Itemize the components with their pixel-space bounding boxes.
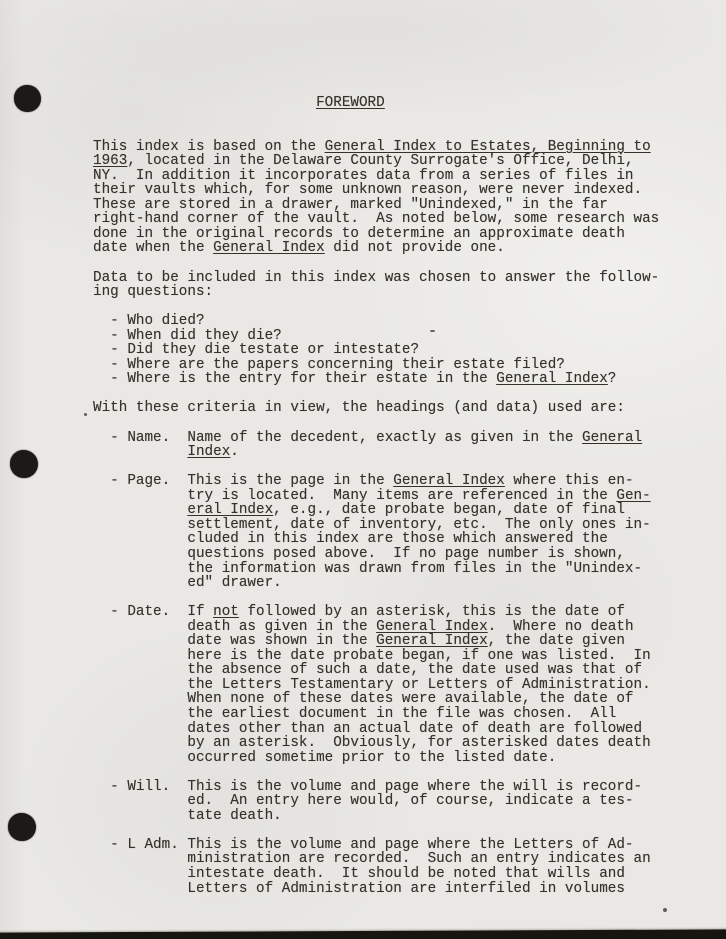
text-segment: by an asterisk. Obviously, for asterisked dates death xyxy=(93,735,651,752)
text-line xyxy=(93,416,659,431)
text-line xyxy=(93,183,659,198)
text-segment: the information was drawn from files in the "Unindex- xyxy=(93,560,643,577)
text-line xyxy=(93,707,659,722)
text-line xyxy=(93,823,659,838)
text-segment: , the date given xyxy=(487,633,625,650)
page-text xyxy=(93,96,659,896)
text-segment: , located in the Delaware County Surrogate's Office, Delhi, xyxy=(127,153,634,170)
underlined-text: eral Index xyxy=(187,502,274,519)
text-segment: - Will. This is the volume and page where the will is record- xyxy=(93,778,643,795)
text-line xyxy=(93,532,659,547)
underlined-text: Index xyxy=(187,444,231,461)
text-line xyxy=(93,111,659,126)
text-line xyxy=(93,140,659,155)
text-line xyxy=(93,372,659,387)
text-segment: ed" drawer. xyxy=(93,575,282,592)
text-segment: questions posed above. If no page number is shown, xyxy=(93,545,625,562)
underlined-text: General Index xyxy=(376,618,488,635)
text-line xyxy=(93,605,659,620)
text-segment: here is the date probate began, if one was listed. In xyxy=(93,647,651,664)
text-line xyxy=(93,576,659,591)
text-line xyxy=(93,591,659,606)
text-segment: dates other than an actual date of death are followed xyxy=(93,720,643,737)
scan-edge-band xyxy=(0,929,726,939)
underlined-text: General xyxy=(582,429,643,446)
text-line xyxy=(93,547,659,562)
text-segment: ministration are recorded. Such an entry indicates an xyxy=(93,851,651,868)
text-segment: Data to be included in this index was chosen to answer the follow- xyxy=(93,269,660,286)
text-segment: This index is based on the xyxy=(93,138,325,155)
text-segment: right-hand corner of the vault. As noted below, some research was xyxy=(93,211,660,228)
text-segment: - Date. If xyxy=(93,604,214,621)
text-segment: - Where is the entry for their estate in the xyxy=(93,371,497,388)
text-segment: . Where no death xyxy=(487,618,634,635)
text-segment: done in the original records to determine an approximate death xyxy=(93,225,625,242)
text-line xyxy=(93,314,659,329)
text-segment: where this en- xyxy=(504,473,634,490)
text-line xyxy=(93,867,659,882)
text-segment xyxy=(93,95,316,111)
text-segment xyxy=(93,444,187,460)
text-segment: did not provide one. xyxy=(324,240,505,257)
text-segment: - Did they die testate or intestate? xyxy=(93,342,420,359)
text-line xyxy=(93,809,659,824)
text-segment: ing questions: xyxy=(93,284,214,301)
text-segment: death as given in the xyxy=(93,618,377,635)
text-segment: settlement, date of inventory, etc. The only ones in- xyxy=(93,516,651,533)
text-segment: followed by an asterisk, this is the date of xyxy=(238,604,625,621)
text-line xyxy=(93,882,659,897)
text-segment: ed. An entry here would, of course, indicate a tes- xyxy=(93,793,634,810)
text-segment: tate death. xyxy=(93,807,282,824)
scan-speck xyxy=(663,908,667,912)
text-line xyxy=(93,431,659,446)
text-line xyxy=(93,562,659,577)
text-line xyxy=(93,343,659,358)
underlined-text: General Index xyxy=(496,371,608,388)
underlined-text: Gen- xyxy=(616,487,651,504)
text-line xyxy=(93,765,659,780)
scan-speck xyxy=(84,413,87,416)
text-segment: date when the xyxy=(93,240,214,257)
underlined-text: General Index xyxy=(213,240,325,257)
text-line xyxy=(93,634,659,649)
text-segment: their vaults which, for some unknown reason, were never indexed. xyxy=(93,182,643,199)
text-line xyxy=(93,663,659,678)
text-segment: - Who died? xyxy=(93,313,205,330)
text-segment: - Name. Name of the decedent, exactly as given in the xyxy=(93,429,583,446)
text-line xyxy=(93,852,659,867)
text-line xyxy=(93,736,659,751)
text-line xyxy=(93,271,659,286)
text-line xyxy=(93,285,659,300)
text-line xyxy=(93,692,659,707)
text-line xyxy=(93,241,659,256)
punch-hole xyxy=(10,450,38,478)
text-line xyxy=(93,401,659,416)
text-segment: - L Adm. This is the volume and page where the Letters of Ad- xyxy=(93,836,634,853)
text-line xyxy=(93,445,659,460)
text-line xyxy=(93,154,659,169)
underlined-text: General Index xyxy=(393,473,505,490)
text-line xyxy=(93,722,659,737)
text-segment: - Where are the papers concerning their estate filed? xyxy=(93,356,565,373)
text-segment: . xyxy=(230,444,239,461)
underlined-text: 1963 xyxy=(93,153,128,170)
text-segment: the earliest document in the file was chosen. All xyxy=(93,705,617,722)
text-segment: , e.g., date probate began, date of final xyxy=(273,502,625,519)
underlined-text: General Index to Estates, Beginning to xyxy=(324,138,651,155)
text-line xyxy=(93,125,659,140)
text-segment: date was shown in the xyxy=(93,633,377,650)
text-line xyxy=(93,794,659,809)
text-segment: intestate death. It should be noted that wills and xyxy=(93,865,625,882)
text-segment: occurred sometime prior to the listed date. xyxy=(93,749,557,766)
underlined-text: General Index xyxy=(376,633,488,650)
text-segment: Letters of Administration are interfiled in volumes xyxy=(93,880,625,897)
text-segment: cluded in this index are those which answered the xyxy=(93,531,608,548)
punch-hole xyxy=(8,813,36,841)
punch-hole xyxy=(14,85,41,112)
text-segment: try is located. Many items are referenced in the xyxy=(93,487,617,504)
text-segment: These are stored in a drawer, marked "Unindexed," in the far xyxy=(93,196,608,213)
text-segment: - When did they die? xyxy=(93,327,282,344)
text-line xyxy=(93,474,659,489)
text-segment: - Page. This is the page in the xyxy=(93,473,394,490)
text-line xyxy=(93,503,659,518)
text-segment: ? xyxy=(607,371,617,388)
document-title xyxy=(93,96,659,111)
text-segment: the absence of such a date, the date used was that of xyxy=(93,662,643,679)
text-line xyxy=(93,751,659,766)
text-segment: When none of these dates were available, the date of xyxy=(93,691,634,708)
underlined-text: FOREWORD xyxy=(316,95,385,111)
text-line xyxy=(93,256,659,271)
text-line xyxy=(93,212,659,227)
text-segment: the Letters Testamentary or Letters of Administration. xyxy=(93,676,651,693)
text-segment: With these criteria in view, the headings (and data) used are: xyxy=(93,400,625,417)
underlined-text: not xyxy=(213,604,239,621)
text-segment: NY. In addition it incorporates data from a series of files in xyxy=(93,167,634,184)
scan-speck xyxy=(430,330,435,332)
